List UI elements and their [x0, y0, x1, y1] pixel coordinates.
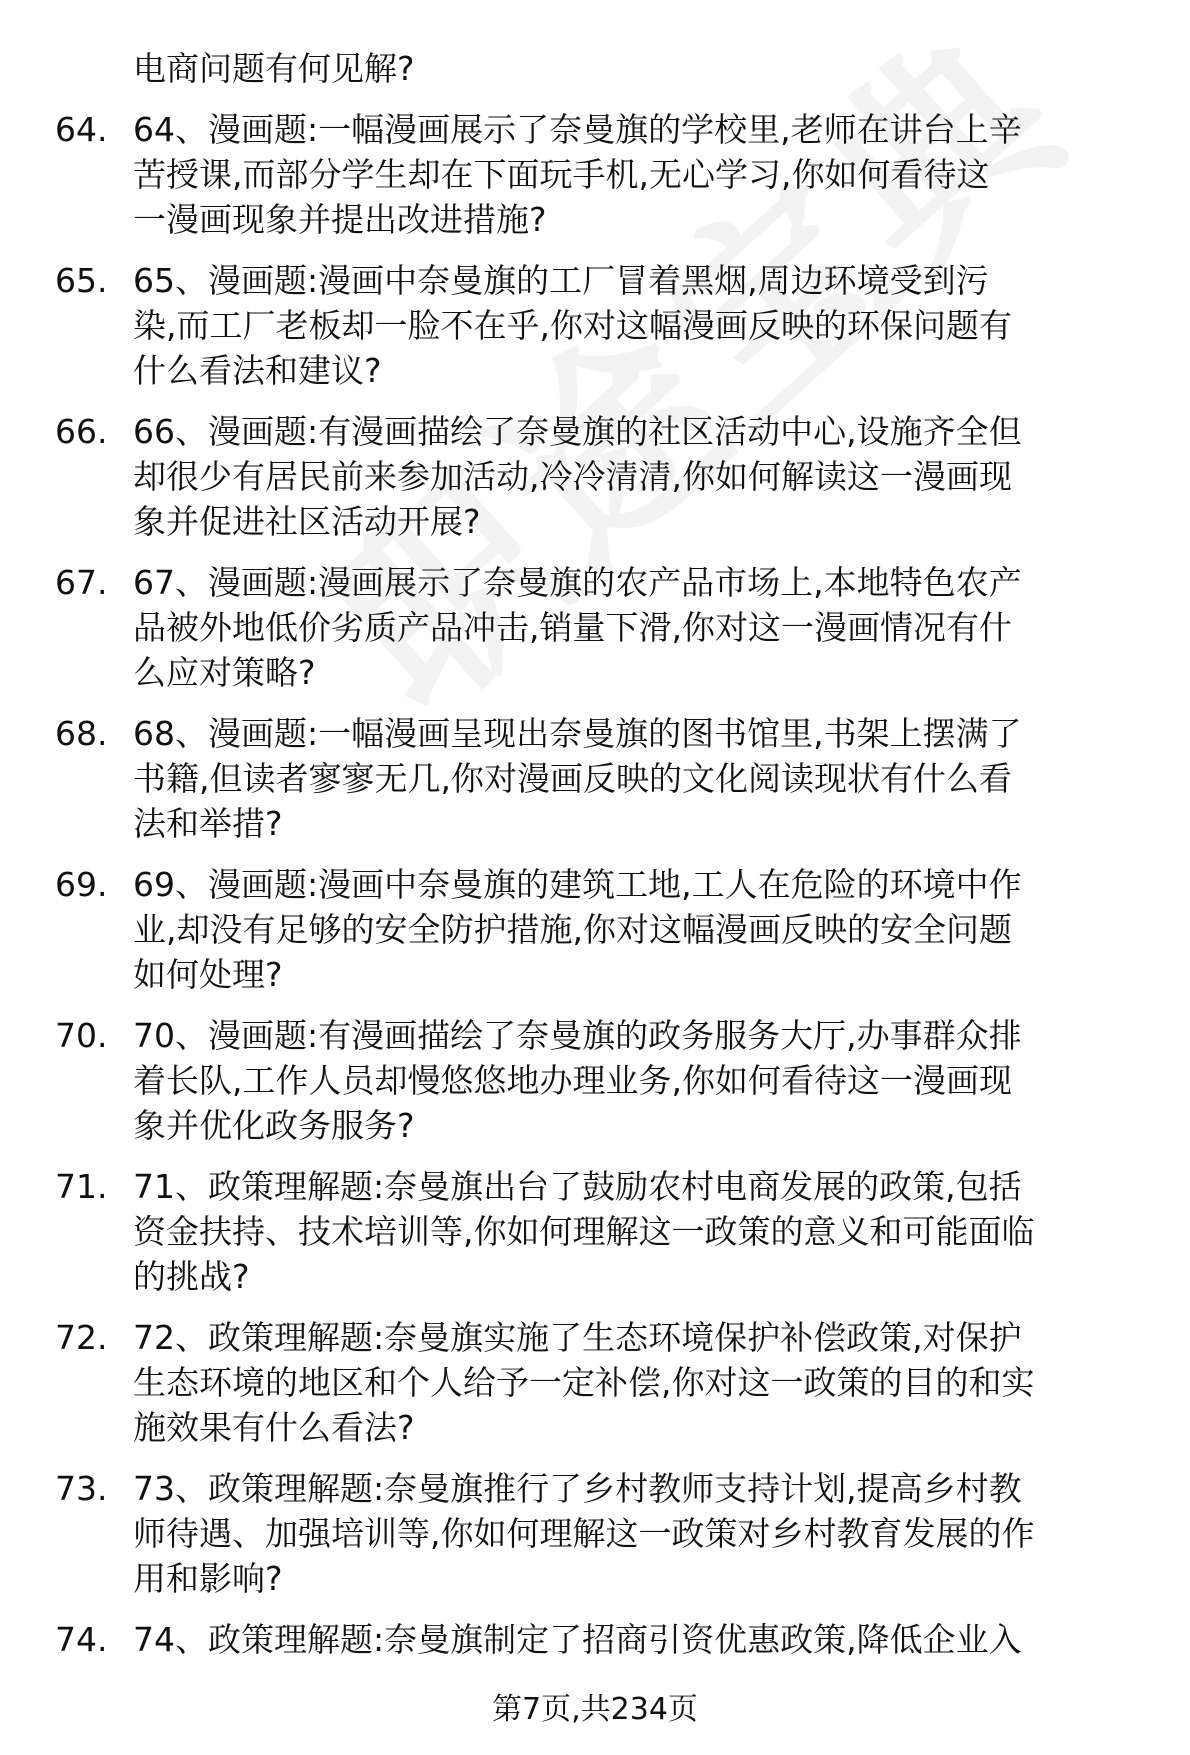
question-line: 70、漫画题:有漫画描绘了奈曼旗的政务服务大厅,办事群众排 — [133, 1016, 1022, 1055]
question-line: 什么看法和建议? — [133, 351, 382, 390]
question-text — [133, 409, 1145, 544]
question-line: 法和举措? — [133, 804, 283, 843]
question-item — [55, 107, 1145, 242]
question-item — [55, 258, 1145, 393]
question-line: 66、漫画题:有漫画描绘了奈曼旗的社区活动中心,设施齐全但 — [133, 412, 1022, 451]
question-item — [55, 1164, 1145, 1299]
question-line: 象并促进社区活动开展? — [133, 502, 481, 541]
question-item — [55, 409, 1145, 544]
question-number: 70. — [55, 1016, 108, 1055]
question-line: 64、漫画题:一幅漫画展示了奈曼旗的学校里,老师在讲台上辛 — [133, 110, 1022, 149]
question-number: 68. — [55, 714, 108, 753]
question-number: 65. — [55, 261, 108, 300]
question-line: 象并优化政务服务? — [133, 1106, 415, 1145]
question-text — [133, 1164, 1145, 1299]
question-list — [55, 46, 1145, 1662]
question-line: 却很少有居民前来参加活动,冷冷清清,你如何解读这一漫画现 — [133, 457, 1012, 496]
question-line: 苦授课,而部分学生却在下面玩手机,无心学习,你如何看待这 — [133, 155, 990, 194]
question-line: 么应对策略? — [133, 653, 316, 692]
question-item — [55, 1466, 1145, 1601]
question-text — [133, 560, 1145, 695]
question-item — [55, 862, 1145, 997]
question-line: 染,而工厂老板却一脸不在乎,你对这幅漫画反映的环保问题有 — [133, 306, 1012, 345]
question-number: 64. — [55, 110, 108, 149]
question-text — [133, 107, 1145, 242]
question-line: 施效果有什么看法? — [133, 1408, 415, 1447]
question-text — [133, 862, 1145, 997]
question-line: 一漫画现象并提出改进措施? — [133, 200, 547, 239]
question-line: 师待遇、加强培训等,你如何理解这一政策对乡村教育发展的作 — [133, 1514, 1035, 1553]
question-line: 67、漫画题:漫画展示了奈曼旗的农产品市场上,本地特色农产 — [133, 563, 1022, 602]
question-line: 书籍,但读者寥寥无几,你对漫画反映的文化阅读现状有什么看 — [133, 759, 1012, 798]
question-line: 69、漫画题:漫画中奈曼旗的建筑工地,工人在危险的环境中作 — [133, 865, 1022, 904]
question-line: 65、漫画题:漫画中奈曼旗的工厂冒着黑烟,周边环境受到污 — [133, 261, 989, 300]
question-line: 用和影响? — [133, 1559, 283, 1598]
question-line: 73、政策理解题:奈曼旗推行了乡村教师支持计划,提高乡村教 — [133, 1469, 1022, 1508]
question-item — [55, 711, 1145, 846]
question-number: 66. — [55, 412, 108, 451]
question-text — [133, 1617, 1145, 1662]
page-footer: 第7页,共234页 — [492, 1692, 698, 1727]
question-number: 67. — [55, 563, 108, 602]
question-line: 资金扶持、技术培训等,你如何理解这一政策的意义和可能面临 — [133, 1212, 1035, 1251]
question-item — [55, 1315, 1145, 1450]
question-text — [133, 1466, 1145, 1601]
question-item — [55, 560, 1145, 695]
question-line: 生态环境的地区和个人给予一定补偿,你对这一政策的目的和实 — [133, 1363, 1035, 1402]
continuation-line: 电商问题有何见解? — [133, 49, 415, 88]
question-line: 品被外地低价劣质产品冲击,销量下滑,你对这一漫画情况有什 — [133, 608, 1012, 647]
question-line: 74、政策理解题:奈曼旗制定了招商引资优惠政策,降低企业入 — [133, 1620, 1022, 1659]
question-line: 如何处理? — [133, 955, 283, 994]
question-line: 着长队,工作人员却慢悠悠地办理业务,你如何看待这一漫画现 — [133, 1061, 1012, 1100]
question-text — [133, 1315, 1145, 1450]
question-line: 71、政策理解题:奈曼旗出台了鼓励农村电商发展的政策,包括 — [133, 1167, 1022, 1206]
question-number: 73. — [55, 1469, 108, 1508]
question-number: 71. — [55, 1167, 108, 1206]
question-line: 的挑战? — [133, 1257, 250, 1296]
question-text — [133, 258, 1145, 393]
question-number: 74. — [55, 1620, 108, 1659]
question-item — [55, 1013, 1145, 1148]
question-item — [55, 1617, 1145, 1662]
question-number: 72. — [55, 1318, 108, 1357]
question-text — [133, 1013, 1145, 1148]
question-number: 69. — [55, 865, 108, 904]
question-text — [133, 711, 1145, 846]
question-line: 72、政策理解题:奈曼旗实施了生态环境保护补偿政策,对保护 — [133, 1318, 1022, 1357]
question-line: 68、漫画题:一幅漫画呈现出奈曼旗的图书馆里,书架上摆满了 — [133, 714, 1022, 753]
question-line: 业,却没有足够的安全防护措施,你对这幅漫画反映的安全问题 — [133, 910, 1012, 949]
